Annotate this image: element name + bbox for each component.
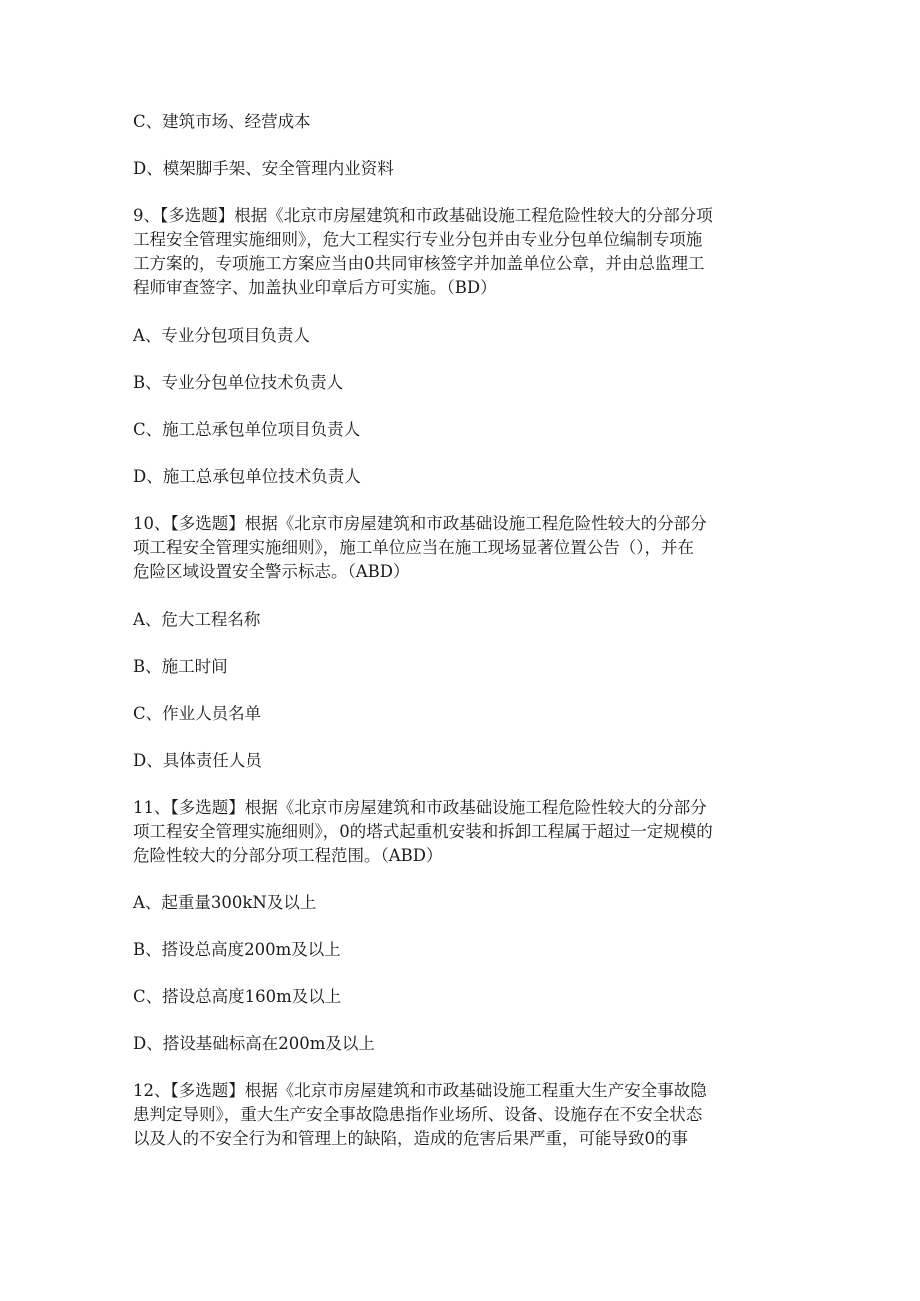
question-text: 以及人的不安全行为和管理上的缺陷，造成的危害后果严重，可能导致0的事 (133, 1129, 688, 1148)
option-line: D、搭设基础标高在200m及以上 (133, 1034, 375, 1053)
option-line: A、危大工程名称 (133, 610, 261, 629)
option-line: D、施工总承包单位技术负责人 (133, 467, 361, 486)
option-line: B、施工时间 (133, 657, 228, 676)
question-text: 项工程安全管理实施细则》，0的塔式起重机安装和拆卸工程属于超过一定规模的 (133, 822, 713, 841)
question-text: 工程安全管理实施细则》，危大工程实行专业分包并由专业分包单位编制专项施 (133, 230, 703, 249)
question-text: 项工程安全管理实施细则》，施工单位应当在施工现场显著位置公告（），并在 (133, 538, 694, 557)
question-text: 9、【多选题】根据《北京市房屋建筑和市政基础设施工程危险性较大的分部分项 (133, 206, 713, 225)
option-line: B、搭设总高度200m及以上 (133, 940, 341, 959)
question-text: 危险区域设置安全警示标志。（ABD） (133, 562, 410, 581)
option-line: C、作业人员名单 (133, 704, 262, 723)
question-text: 危险性较大的分部分项工程范围。（ABD） (133, 846, 443, 865)
question-text: 患判定导则》，重大生产安全事故隐患指作业场所、设备、设施存在不安全状态 (133, 1105, 703, 1124)
option-line: B、专业分包单位技术负责人 (133, 373, 344, 392)
question-text: 程师审查签字、加盖执业印章后方可实施。（BD） (133, 278, 497, 297)
option-line: C、建筑市场、经营成本 (133, 112, 311, 131)
question-text: 11、【多选题】根据《北京市房屋建筑和市政基础设施工程危险性较大的分部分 (133, 798, 707, 817)
option-line: D、具体责任人员 (133, 751, 262, 770)
question-text: 10、【多选题】根据《北京市房屋建筑和市政基础设施工程危险性较大的分部分 (133, 514, 707, 533)
option-line: C、施工总承包单位项目负责人 (133, 420, 361, 439)
question-text: 工方案的，专项施工方案应当由0共同审核签字并加盖单位公章，并由总监理工 (133, 254, 705, 273)
option-line: D、模架脚手架、安全管理内业资料 (133, 159, 394, 178)
option-line: C、搭设总高度160m及以上 (133, 987, 342, 1006)
question-text: 12、【多选题】根据《北京市房屋建筑和市政基础设施工程重大生产安全事故隐 (133, 1081, 707, 1100)
option-line: A、起重量300kN及以上 (133, 893, 317, 912)
option-line: A、专业分包项目负责人 (133, 326, 310, 345)
